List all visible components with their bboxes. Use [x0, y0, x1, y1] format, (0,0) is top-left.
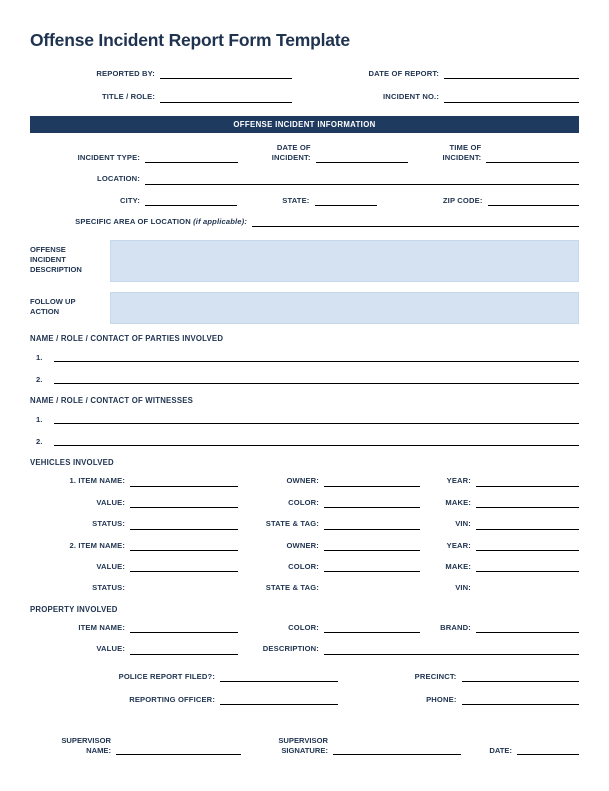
time-of-incident-input[interactable] [486, 153, 579, 163]
vehicle1-year-cell [420, 476, 579, 486]
vehicle1-vin-cell [420, 519, 579, 529]
vehicle2-owner-label: OWNER: [286, 540, 319, 550]
vehicle1-item-name-input[interactable] [130, 477, 238, 487]
offense-description-label-line2: INCIDENT [30, 254, 66, 264]
vehicle2-color-cell [238, 562, 420, 572]
vehicle2-value-cell [30, 562, 238, 572]
property-brand-input[interactable] [476, 623, 579, 633]
vehicle1-state-tag-cell [238, 519, 420, 529]
vehicle2-state-tag-label: STATE & TAG: [265, 583, 319, 593]
witness-item-input[interactable] [54, 436, 579, 446]
field-row-reported-by [30, 69, 579, 79]
field-row-title-role [30, 92, 579, 102]
vehicle1-state-tag-input[interactable] [324, 520, 420, 530]
incident-type-label: INCIDENT TYPE: [77, 152, 140, 162]
vehicles-involved-heading: VEHICLES INVOLVED [30, 458, 114, 468]
witness-list-item [30, 414, 579, 424]
property-value-cell [30, 644, 238, 654]
supervisor-name-label-line1: SUPERVISOR [61, 736, 111, 746]
section-header-offense-incident-information: OFFENSE INCIDENT INFORMATION [30, 116, 579, 134]
city-label: CITY: [119, 195, 140, 205]
field-row-follow-up-action [30, 292, 579, 324]
specific-area-label-text: SPECIFIC AREA OF LOCATION [75, 216, 191, 226]
title-role-label: TITLE / ROLE: [102, 92, 155, 102]
supervisor-name-input[interactable] [116, 745, 241, 755]
supervisor-signature-label [263, 736, 333, 755]
vehicle1-year-input[interactable] [476, 477, 579, 487]
specific-area-input[interactable] [252, 217, 579, 227]
field-row-city-state-zip [30, 196, 579, 206]
field-row-reporting-officer [30, 695, 579, 705]
vehicle2-row-2 [30, 562, 579, 572]
vehicle2-status-label: STATUS: [92, 583, 125, 593]
vehicle2-owner-input[interactable] [324, 541, 420, 551]
vehicle1-row-2 [30, 498, 579, 508]
time-of-incident-label [408, 143, 486, 163]
offense-description-label [30, 240, 110, 274]
vehicle2-status-cell [30, 583, 238, 593]
vehicle1-owner-label: OWNER: [286, 476, 319, 486]
phone-label: PHONE: [426, 695, 457, 704]
date-of-incident-input[interactable] [316, 153, 409, 163]
precinct-input[interactable] [462, 672, 580, 682]
follow-up-action-label-line1: FOLLOW UP [30, 297, 76, 307]
parties-item-number: 1. [36, 353, 43, 363]
vehicle2-status-input[interactable] [130, 584, 238, 594]
vehicle2-year-cell [420, 541, 579, 551]
vehicle1-status-input[interactable] [130, 520, 238, 530]
precinct-label: PRECINCT: [414, 671, 457, 681]
follow-up-action-label [30, 292, 110, 316]
witness-list-item [30, 436, 579, 446]
vehicle2-row-3 [30, 583, 579, 593]
zip-code-label: ZIP CODE: [442, 195, 483, 205]
parties-item-input[interactable] [54, 374, 579, 384]
witness-item-number: 1. [36, 415, 43, 425]
reporting-officer-input[interactable] [220, 695, 338, 705]
date-of-incident-label-line2: INCIDENT: [271, 152, 311, 162]
vehicle2-value-label: VALUE: [96, 561, 125, 571]
witness-item-input[interactable] [54, 414, 579, 424]
zip-code-input[interactable] [488, 196, 580, 206]
state-label: STATE: [282, 195, 310, 205]
page-title: Offense Incident Report Form Template [30, 30, 350, 50]
vehicle1-vin-label: VIN: [455, 519, 471, 529]
supervisor-signature-label-line1: SUPERVISOR [278, 736, 328, 746]
property-color-cell [238, 623, 420, 633]
field-row-specific-area [30, 217, 579, 227]
title-role-input[interactable] [160, 93, 292, 103]
vehicle1-status-label: STATUS: [92, 519, 125, 529]
vehicle2-value-input[interactable] [130, 562, 238, 572]
parties-list-item [30, 374, 579, 384]
field-row-police-report-filed [30, 672, 579, 682]
property-description-cell [238, 644, 579, 654]
property-value-label: VALUE: [96, 644, 125, 654]
vehicle1-vin-input[interactable] [476, 520, 579, 530]
witnesses-heading: NAME / ROLE / CONTACT OF WITNESSES [30, 396, 194, 406]
vehicle2-make-label: MAKE: [445, 561, 471, 571]
phone-input[interactable] [462, 695, 580, 705]
field-row-offense-description [30, 240, 579, 282]
vehicle1-owner-cell [238, 476, 420, 486]
vehicle1-color-cell [238, 498, 420, 508]
vehicle2-make-input[interactable] [476, 562, 579, 572]
vehicle2-vin-label: VIN: [455, 583, 471, 593]
field-row-location [30, 174, 579, 184]
incident-no-input[interactable] [444, 93, 579, 103]
field-row-incident-type [30, 143, 579, 163]
vehicle2-item-name-cell [30, 541, 238, 551]
vehicle1-make-cell [420, 498, 579, 508]
vehicle2-state-tag-input[interactable] [324, 584, 420, 594]
header-fields-block [30, 67, 579, 103]
vehicle1-owner-input[interactable] [324, 477, 420, 487]
vehicle1-value-cell [30, 498, 238, 508]
vehicle1-item-name-label: 1. ITEM NAME: [69, 476, 125, 486]
property-brand-label: BRAND: [440, 622, 471, 632]
vehicle1-status-cell [30, 519, 238, 529]
vehicle2-item-name-input[interactable] [130, 541, 238, 551]
vehicle2-year-input[interactable] [476, 541, 579, 551]
vehicle1-value-input[interactable] [130, 498, 238, 508]
date-of-incident-label [238, 143, 316, 163]
reporting-officer-label: REPORTING OFFICER: [129, 695, 215, 704]
police-report-filed-label: POLICE REPORT FILED?: [118, 671, 215, 681]
incident-info-block [30, 143, 579, 227]
supervisor-signature-input[interactable] [333, 745, 461, 755]
reported-by-input[interactable] [160, 69, 292, 79]
supervisor-block [30, 736, 579, 755]
vehicle1-color-label: COLOR: [288, 497, 319, 507]
property-item-name-input[interactable] [130, 623, 238, 633]
location-label: LOCATION: [97, 174, 140, 184]
vehicle1-row-3 [30, 519, 579, 529]
follow-up-action-label-line2: ACTION [30, 306, 60, 316]
vehicle2-make-cell [420, 562, 579, 572]
vehicle1-state-tag-label: STATE & TAG: [265, 519, 319, 529]
property-description-input[interactable] [324, 645, 579, 655]
vehicle1-row-1 [30, 476, 579, 486]
vehicle1-value-label: VALUE: [96, 497, 125, 507]
vehicle1-year-label: YEAR: [446, 476, 471, 486]
vehicle1-color-input[interactable] [324, 498, 420, 508]
police-report-filed-input[interactable] [220, 672, 338, 682]
supervisor-date-input[interactable] [517, 745, 579, 755]
vehicle2-vin-input[interactable] [476, 584, 579, 594]
specific-area-note: (if applicable): [193, 216, 247, 226]
property-brand-cell [420, 623, 579, 633]
police-report-block [30, 672, 579, 706]
date-of-report-label: DATE OF REPORT: [368, 69, 439, 78]
parties-list-item [30, 352, 579, 362]
property-row-2 [30, 644, 579, 654]
property-value-input[interactable] [130, 645, 238, 655]
supervisor-name-label [30, 736, 116, 755]
vehicle1-item-name-cell [30, 476, 238, 486]
vehicle2-owner-cell [238, 541, 420, 551]
date-of-incident-label-line1: DATE OF [276, 143, 311, 153]
state-input[interactable] [315, 196, 377, 206]
property-color-label: COLOR: [288, 622, 319, 632]
offense-description-textarea[interactable] [110, 240, 579, 282]
incident-type-input[interactable] [145, 153, 238, 163]
supervisor-signature-label-line2: SIGNATURE: [281, 745, 328, 755]
property-description-label: DESCRIPTION: [262, 644, 319, 654]
time-of-incident-label-line2: INCIDENT: [442, 152, 482, 162]
city-input[interactable] [145, 196, 237, 206]
witness-item-number: 2. [36, 437, 43, 447]
offense-description-label-line1: OFFENSE [30, 245, 66, 255]
date-of-report-input[interactable] [444, 69, 579, 79]
vehicle2-color-label: COLOR: [288, 561, 319, 571]
vehicle2-state-tag-cell [238, 583, 420, 593]
reported-by-label: REPORTED BY: [96, 69, 155, 78]
parties-involved-heading: NAME / ROLE / CONTACT OF PARTIES INVOLVED [30, 334, 224, 344]
property-involved-heading: PROPERTY INVOLVED [30, 604, 118, 614]
time-of-incident-label-line1: TIME OF [449, 143, 482, 153]
location-input[interactable] [145, 175, 579, 185]
vehicle2-year-label: YEAR: [446, 540, 471, 550]
supervisor-date-label: DATE: [489, 745, 512, 755]
vehicle1-make-label: MAKE: [445, 497, 471, 507]
vehicle1-make-input[interactable] [476, 498, 579, 508]
parties-item-input[interactable] [54, 352, 579, 362]
property-item-name-cell [30, 623, 238, 633]
offense-description-label-line3: DESCRIPTION [30, 264, 82, 274]
supervisor-name-label-line2: NAME: [86, 745, 111, 755]
incident-no-label: INCIDENT NO.: [383, 92, 439, 102]
vehicle2-item-name-label: 2. ITEM NAME: [69, 540, 125, 550]
property-color-input[interactable] [324, 623, 420, 633]
parties-item-number: 2. [36, 375, 43, 385]
property-item-name-label: ITEM NAME: [78, 622, 125, 632]
vehicle2-color-input[interactable] [324, 562, 420, 572]
vehicle2-row-1 [30, 541, 579, 551]
follow-up-action-textarea[interactable] [110, 292, 579, 324]
specific-area-label [30, 217, 252, 227]
vehicle2-vin-cell [420, 583, 579, 593]
property-row-1 [30, 623, 579, 633]
